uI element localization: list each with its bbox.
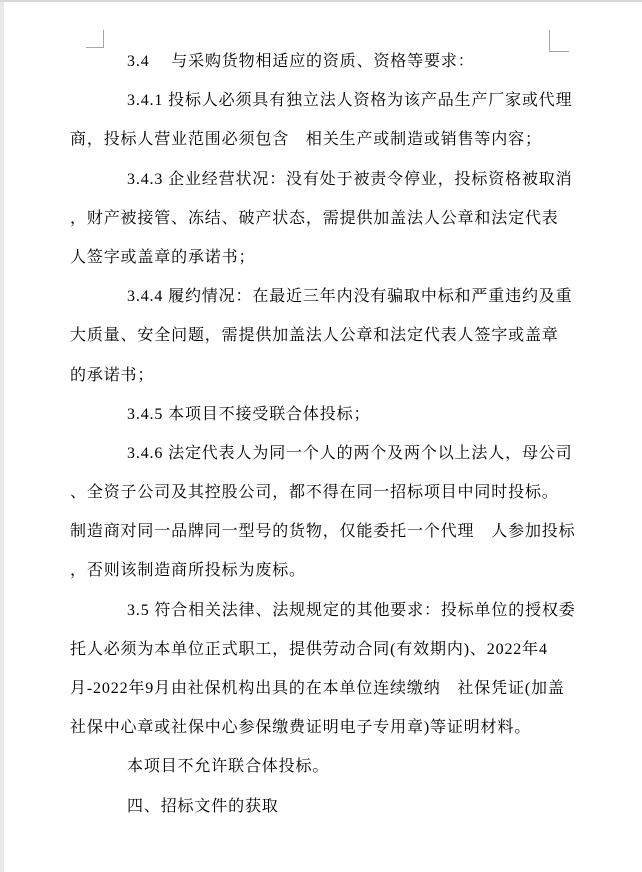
- text-line: 大质量、安全问题，需提供加盖法人公章和法定代表人签字或盖章: [70, 327, 559, 345]
- page-top-edge: [0, 0, 642, 2]
- text-line: 四、招标文件的获取: [127, 797, 279, 815]
- text-line: 月-2022年9月由社保机构出具的在本单位连续缴纳 社保凭证(加盖: [70, 680, 565, 697]
- text-line: 3.4 与采购货物相适应的资质、资格等要求：: [127, 53, 475, 70]
- text-line: 制造商对同一品牌同一型号的货物，仅能委托一个代理 人参加投标: [70, 523, 576, 541]
- text-line: 3.4.6 法定代表人为同一个人的两个及两个以上法人，母公司: [127, 444, 573, 462]
- text-line: 3.4.5 本项目不接受联合体投标；: [127, 405, 371, 423]
- text-line: ，财产被接管、冻结、破产状态，需提供加盖法人公章和法定代表: [70, 209, 559, 227]
- document-body: [70, 42, 576, 826]
- text-line: 人签字或盖章的承诺书；: [70, 248, 256, 266]
- text-line: 商，投标人营业范围必须包含 相关生产或制造或销售等内容；: [70, 131, 542, 149]
- text-line: 托人必须为本单位正式职工，提供劳动合同(有效期内)、2022年4: [70, 640, 548, 658]
- text-line: ，否则该制造商所投标为废标。: [70, 562, 306, 580]
- text-line: 3.4.1 投标人必须具有独立法人资格为该产品生产厂家或代理: [127, 92, 573, 110]
- text-line: 3.4.4 履约情况：在最近三年内没有骗取中标和严重违约及重: [127, 288, 573, 306]
- text-line: 的承诺书；: [70, 366, 155, 384]
- text-line: 3.4.3 企业经营状况：没有处于被责令停业，投标资格被取消: [127, 170, 573, 188]
- text-line: 社保中心章或社保中心参保缴费证明电子专用章)等证明材料。: [70, 719, 532, 737]
- page-left-edge: [0, 0, 4, 872]
- text-line: 本项目不允许联合体投标。: [127, 758, 330, 776]
- text-line: 3.5 符合相关法律、法规规定的其他要求：投标单位的授权委: [127, 601, 576, 619]
- text-line: 、全资子公司及其控股公司，都不得在同一招标项目中同时投标。: [70, 484, 559, 502]
